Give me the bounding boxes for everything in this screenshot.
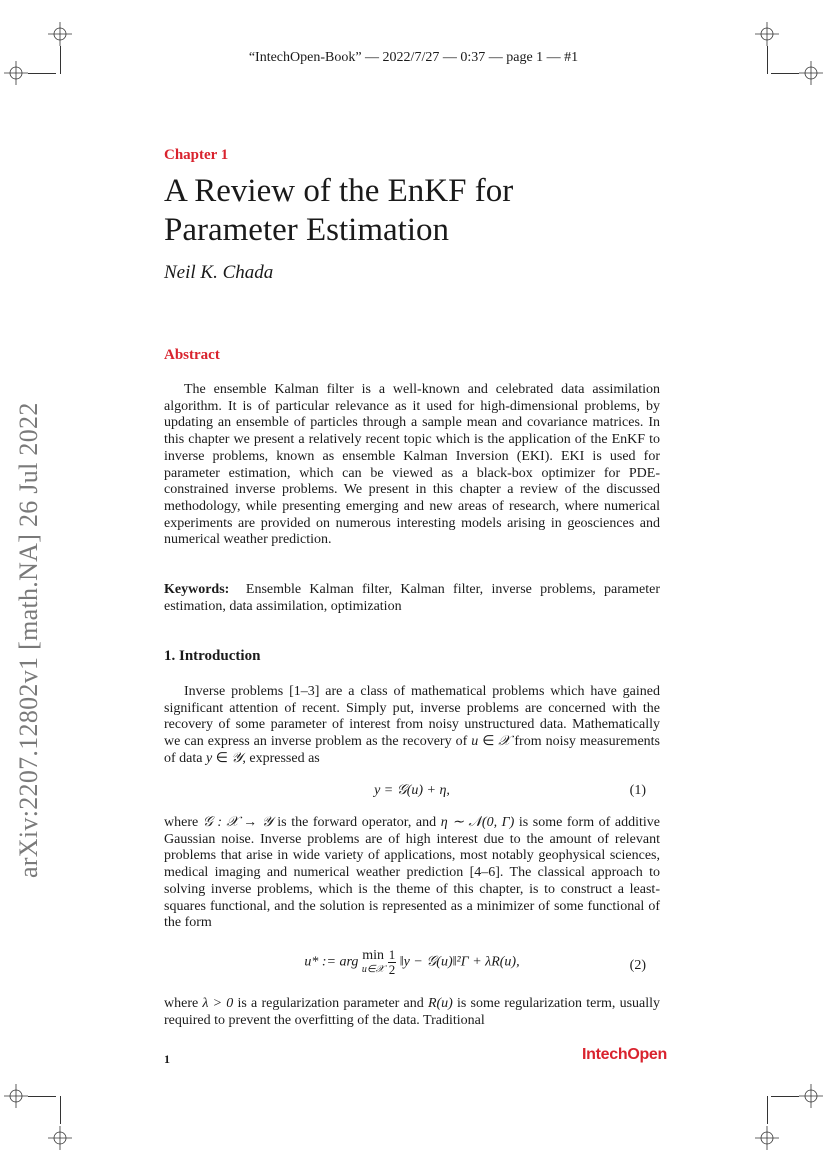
intro-p2-text-b: is some form of additive Gaussian noise. Inverse problems are of high interest due to the amount of relevant problems that arise in wide variety of applications, most notably geophysical sciences, medical imaging and numerical weather prediction [4–6]. The classical approach to solving inverse problems, which is the theme of this chapter, is to construct a least-squares functional, and the solution is represented as a minimizer of some functional of the form [164, 815, 660, 931]
page-number: 1 [164, 1052, 170, 1066]
intro-p1-Y: 𝒴 [231, 750, 243, 766]
intro-p1-in-1: ∈ [478, 734, 499, 750]
crop-line-top-left [28, 73, 56, 74]
crop-mark-top-left [48, 22, 72, 46]
intro-p3-lambda: λ > 0 [202, 996, 234, 1011]
keywords [164, 582, 660, 615]
equation-1-body: y = 𝒢(u) + η, [374, 783, 450, 798]
keywords-text: Ensemble Kalman filter, Kalman filter, inverse problems, parameter estimation, data assimilation, optimization [164, 582, 661, 614]
author-name: Neil K. Chada [164, 262, 274, 283]
intro-p1-X: 𝒳 [498, 734, 511, 750]
intro-p1-u: u [471, 734, 479, 750]
intro-p3-text-a: is a regularization parameter and [233, 996, 428, 1011]
intro-p2-forward-map: 𝒢 : 𝒳 → 𝒴 [202, 815, 273, 830]
intro-p2-where: where [164, 815, 203, 830]
crop-line-bottom-left-v [60, 1096, 61, 1124]
equation-2-frac-den: 2 [388, 962, 396, 977]
equation-2 [164, 948, 660, 984]
chapter-label: Chapter 1 [164, 147, 229, 163]
crop-mark-bottom-left [48, 1126, 72, 1150]
equation-1-number: (1) [629, 783, 646, 798]
intro-paragraph-3 [164, 996, 660, 1029]
crop-line-bottom-left [28, 1096, 56, 1097]
intro-p3-R: R(u) [427, 996, 453, 1011]
equation-2-min: min [362, 947, 384, 963]
crop-mark-right-bottom [799, 1084, 823, 1108]
keywords-label: Keywords: [164, 582, 230, 597]
equation-2-body [164, 948, 660, 977]
equation-2-fraction [388, 948, 397, 977]
arxiv-stamp[interactable]: arXiv:2207.12802v1 [math.NA] 26 Jul 2022 [14, 402, 43, 878]
equation-2-argmin [362, 949, 384, 977]
intechopen-logo: IntechOpen [582, 1046, 668, 1063]
equation-2-rhs: ‖y − 𝒢(u)‖²Γ + λR(u), [399, 954, 520, 970]
intro-paragraph-2 [164, 815, 660, 932]
abstract-text: The ensemble Kalman filter is a well-known and celebrated data assimilation algorithm. It is of particular relevance as it used for high-dimensional problems, by updating an ensemble of particles through a sample mean and covariance matrices. In this chapter we present a relatively recent topic which is the application of the EnKF to inverse problems, known as ensemble Kalman Inversion (EKI). EKI is used for parameter estimation, which can be viewed as a black-box optimizer for PDE-constrained inverse problems. We present in this chapter a review of the discussed methodology, while presenting emerging and new areas of research, where numerical experiments are provided on numerous interesting models arising in geosciences and numerical weather prediction. [164, 382, 660, 548]
intro-paragraph-1 [164, 684, 660, 768]
intro-p3-text-b: is some regularization term, usually required to prevent the overfitting of the data. Traditional [164, 996, 661, 1028]
equation-2-number: (2) [629, 958, 646, 973]
crop-line-bottom-right [771, 1096, 799, 1097]
intro-p1-y: y [205, 750, 213, 766]
abstract-heading: Abstract [164, 347, 220, 363]
running-header: “IntechOpen-Book” — 2022/7/27 — 0:37 — page 1 — #1 [248, 50, 579, 65]
section-heading-introduction: 1. Introduction [164, 648, 261, 664]
crop-mark-bottom-right [755, 1126, 779, 1150]
crop-line-top-right [771, 73, 799, 74]
chapter-title-line-2: Parameter Estimation [164, 212, 449, 248]
intro-p3-where: where [164, 996, 203, 1011]
intro-p2-text-a: is the forward operator, and [272, 815, 441, 830]
intro-p1-text-b: from noisy measurements of data [164, 734, 660, 766]
equation-2-frac-num: 1 [388, 947, 396, 962]
crop-line-bottom-right-v [767, 1096, 768, 1124]
intro-p2-noise: η ∼ 𝒩(0, Γ) [440, 815, 515, 830]
chapter-title [164, 172, 664, 250]
equation-2-subscript: u∈𝒳 [361, 963, 385, 975]
chapter-title-line-1: A Review of the EnKF for [164, 173, 514, 209]
intro-p1-text-c: , expressed as [242, 750, 320, 766]
intro-p1-in-2: ∈ [212, 750, 232, 766]
crop-mark-left-bottom [4, 1084, 28, 1108]
equation-2-lhs: u* := arg [304, 954, 359, 970]
intro-p1-text-a: Inverse problems [1–3] are a class of mathematical problems which have gained significant attention of recent. Simply put, inverse problems are concerned with the recovery of some parameter of interest from noisy unstructured data. Mathematically we can express an inverse problem as the recovery of [164, 684, 660, 750]
crop-mark-top-right [755, 22, 779, 46]
